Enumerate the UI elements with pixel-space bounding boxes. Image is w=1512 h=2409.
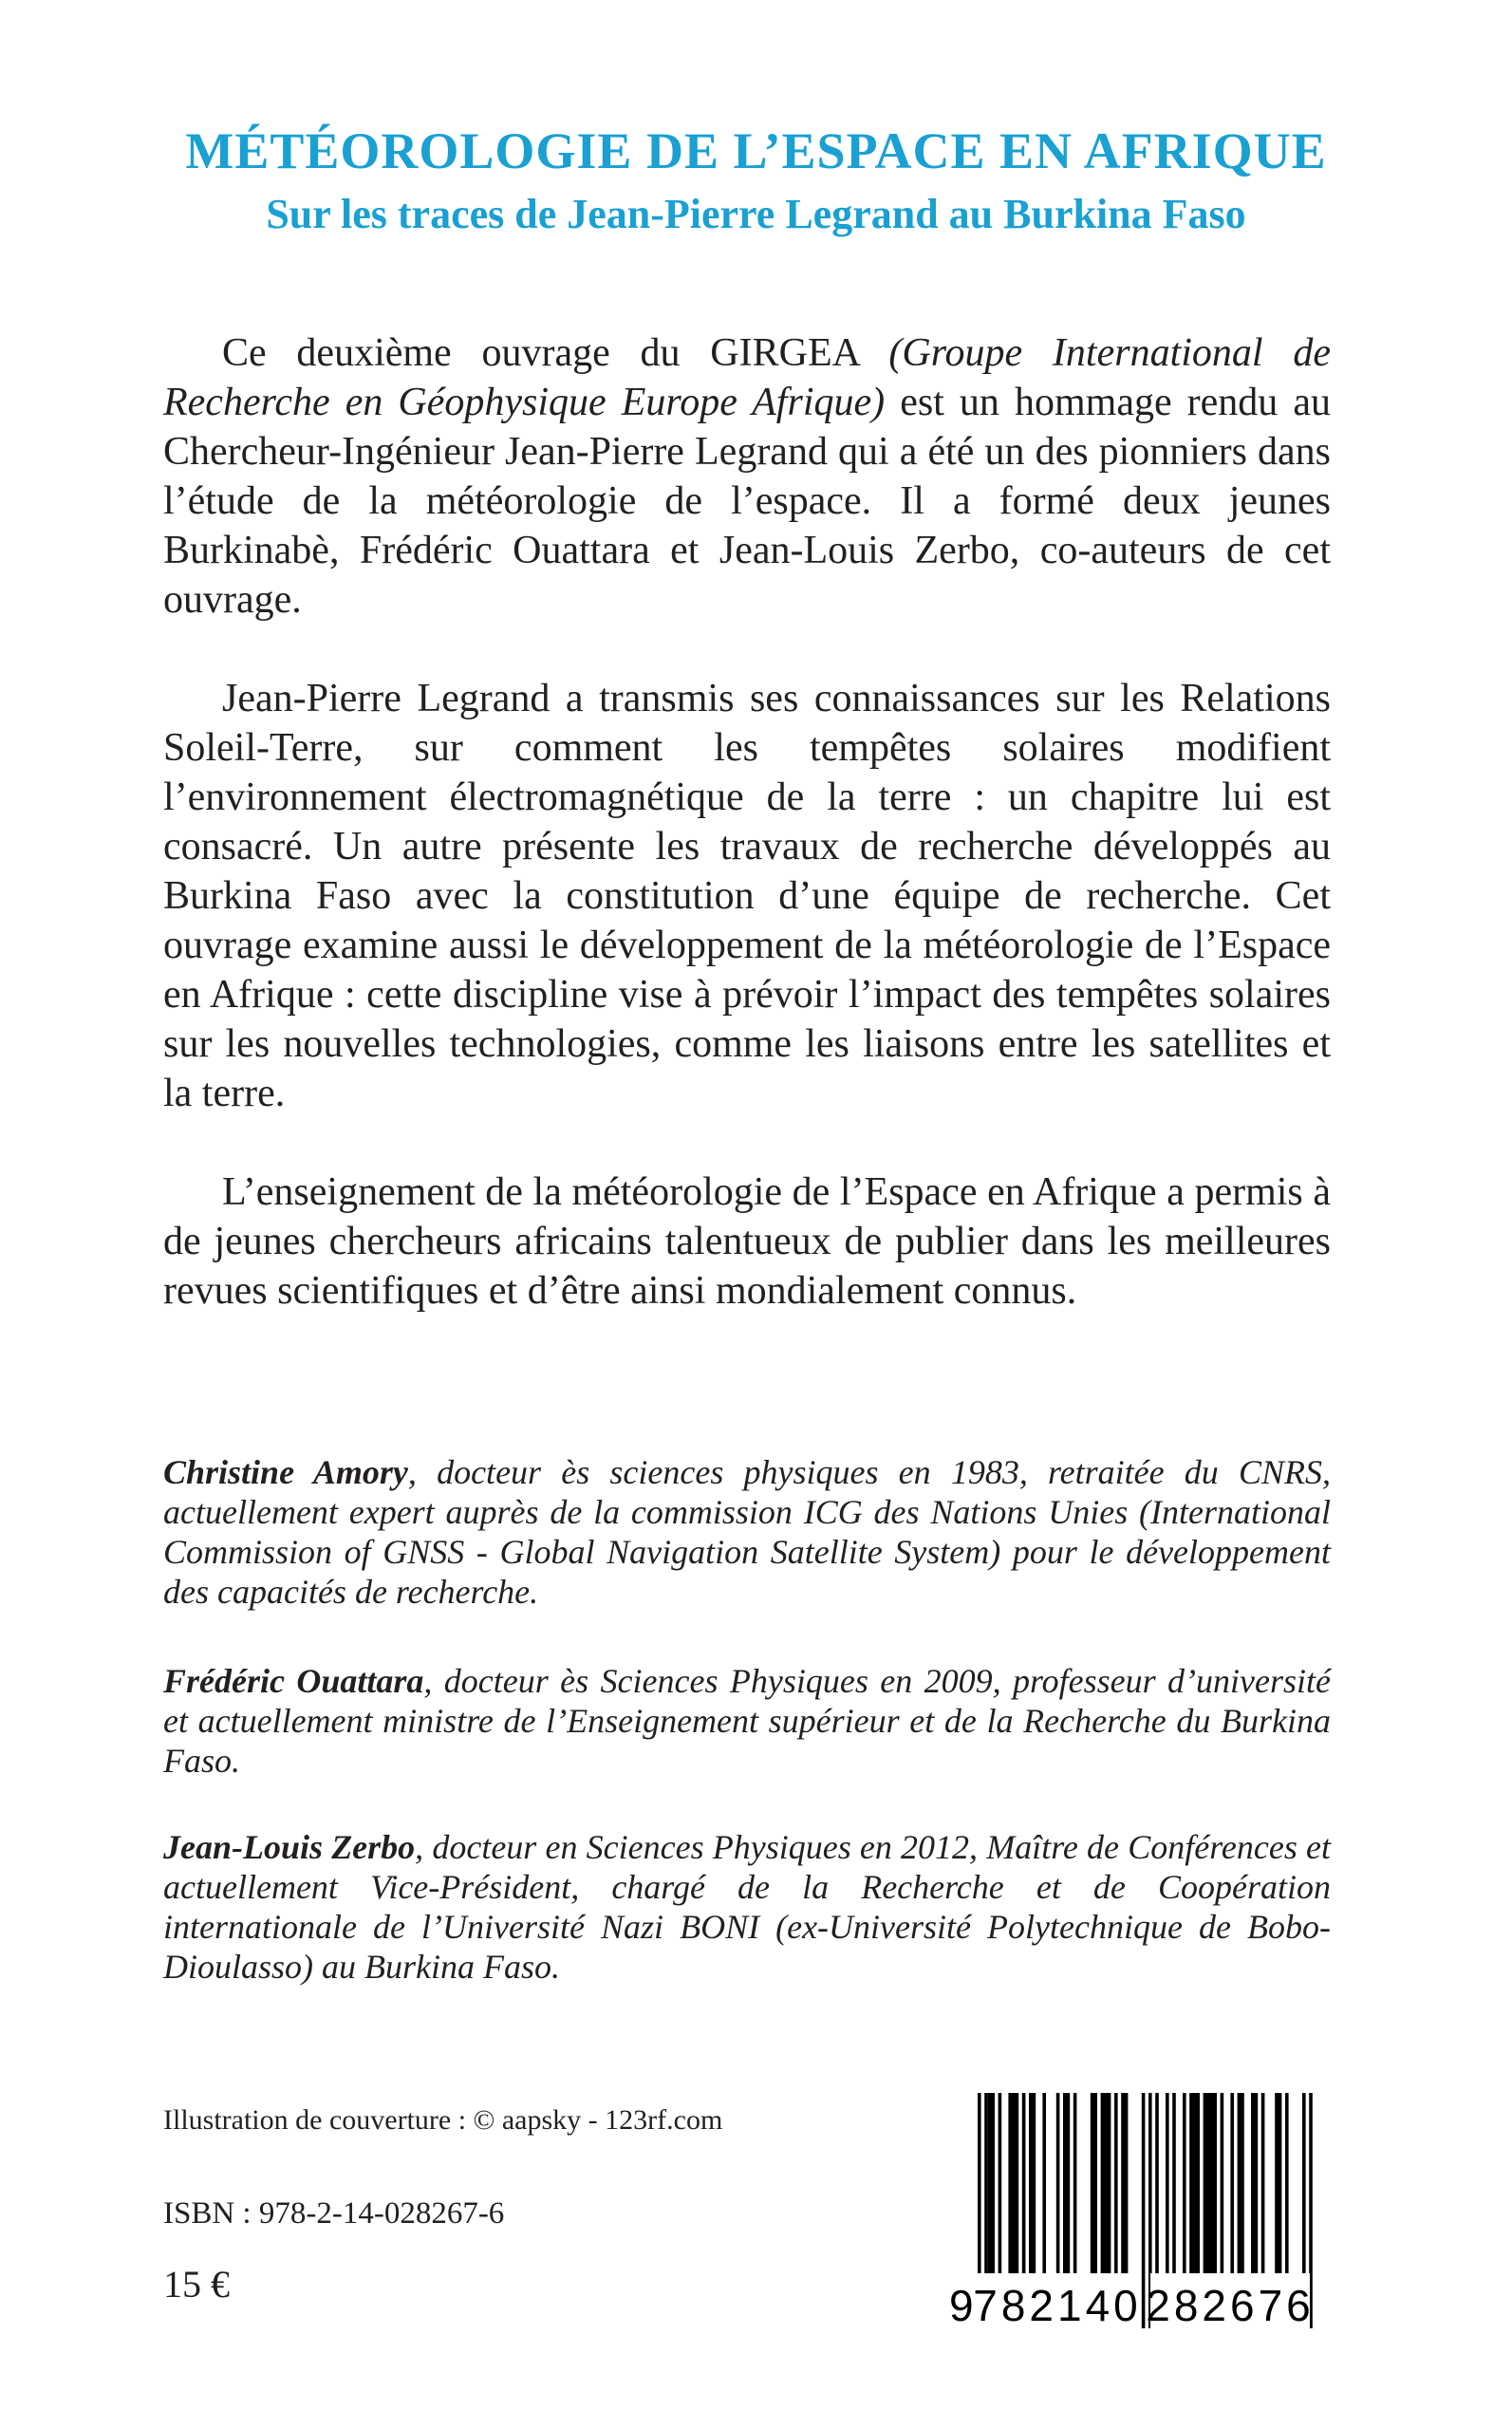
book-title: MÉTÉOROLOGIE DE L’ESPACE EN AFRIQUE [185, 122, 1327, 179]
author-name: Christine Amory [163, 1453, 408, 1491]
barcode-bar [1204, 2093, 1217, 2283]
barcode-bar [1063, 2093, 1070, 2283]
barcode-bar [1042, 2093, 1046, 2283]
barcode-bar [1101, 2093, 1111, 2283]
summary-paragraph-1-start: Ce deuxième ouvrage du GIRGEA [222, 331, 889, 375]
barcode-bar [1221, 2093, 1224, 2283]
barcode [940, 2093, 1331, 2328]
barcode-bar [1230, 2093, 1234, 2283]
barcode-bar [1251, 2093, 1258, 2283]
barcode-bar [1172, 2093, 1176, 2283]
barcode-bar [1189, 2093, 1200, 2283]
barcode-bar [1142, 2093, 1146, 2328]
summary-paragraph-1-end: est un hommage rendu au Chercheur-Ingénieur Jean-Pierre Legrand qui a été un des pionniers dans l’étude de la météorologie de l’espace. Il a formé deux jeunes Burkinabè, Frédéric Ouattara et Jean-Louis Zerbo, co-auteurs de cet ouvrage. [163, 381, 1332, 622]
summary-paragraph-2-text: Jean-Pierre Legrand a transmis ses connaissances sur les Relations Soleil-Terre, sur comment les tempêtes solaires modifient l’environnement électromagnétique de la terre : un chapitre lui est consacré. Un autre présente les travaux de recherche développés au Burkina Faso avec la constitution d’une équipe de recherche. Cet ouvrage examine aussi le développement de la météorologie de l’Espace en Afrique : cette discipline vise à prévoir l’impact des tempêtes solaires sur les nouvelles technologies, comme les liaisons entre les satellites et la terre. [163, 677, 1331, 1115]
summary-paragraph-2 [163, 674, 1331, 1118]
illustration-credit: Illustration de couverture : © aapsky - 123rf.com [163, 2104, 723, 2136]
price: 15 € [163, 2263, 230, 2306]
book-subtitle: Sur les traces de Jean-Pierre Legrand au Burkina Faso [266, 191, 1246, 237]
author-name: Frédéric Ouattara [163, 1662, 424, 1700]
girgea-expansion: (Groupe International de Recherche en Géophysique Europe Afrique) [163, 331, 1331, 424]
barcode-bar [1022, 2093, 1026, 2283]
barcode-first-digit: 9 [949, 2281, 974, 2328]
barcode-bar [1183, 2093, 1186, 2283]
barcode-bar [1121, 2093, 1128, 2283]
summary-paragraph-1 [163, 328, 1331, 625]
author-description: , docteur en Sciences Physiques en 2012, Maître de Conférences et actuellement Vice-Président, chargé de la Recherche et de Coopération internationale de l’Université Nazi BONI (ex-Université Polytechnique de Bobo-Dioulasso) au Burkina Faso. [163, 1828, 1331, 1986]
barcode-bar [1285, 2093, 1289, 2283]
author-bio-zerbo [163, 1827, 1331, 1987]
barcode-bar [1275, 2093, 1281, 2283]
barcode-bar [999, 2093, 1002, 2283]
author-name: Jean-Louis Zerbo [163, 1828, 416, 1866]
barcode-bar [1114, 2093, 1118, 2283]
barcode-bar [1155, 2093, 1159, 2283]
barcode-bar [1166, 2093, 1169, 2283]
barcode-digits-right: 282676 [1146, 2281, 1315, 2328]
summary-paragraph-3-text: L’enseignement de la météorologie de l’Espace en Afrique a permis à de jeunes chercheurs africains talentueux de publier dans les meilleures revues scientifiques et d’être ainsi mondialement connus. [163, 1170, 1331, 1313]
summary-paragraph-3 [163, 1167, 1331, 1316]
barcode-bar [988, 2093, 995, 2283]
isbn: ISBN : 978-2-14-028267-6 [163, 2196, 505, 2231]
barcode-bar [1029, 2093, 1036, 2283]
author-description: , docteur ès sciences physiques en 1983, retraitée du CNRS, actuellement expert auprès de la commission ICG des Nations Unies (International Commission of GNSS - Global Navigation Satellite System) pour le développement des capacités de recherche. [163, 1453, 1331, 1611]
barcode-bar [1238, 2093, 1244, 2283]
barcode-bar [1056, 2093, 1060, 2283]
author-bio-ouattara [163, 1661, 1331, 1781]
author-bio-amory [163, 1452, 1331, 1612]
barcode-bar [1091, 2093, 1097, 2283]
barcode-bar [1073, 2093, 1077, 2283]
barcode-bar [1261, 2093, 1265, 2283]
barcode-bar [1008, 2093, 1018, 2283]
barcode-digits-left: 782140 [973, 2281, 1142, 2328]
author-description: , docteur ès Sciences Physiques en 2009, professeur d’université et actuellement ministre de l’Enseignement supérieur et de la Recherche du Burkina Faso. [163, 1662, 1331, 1780]
